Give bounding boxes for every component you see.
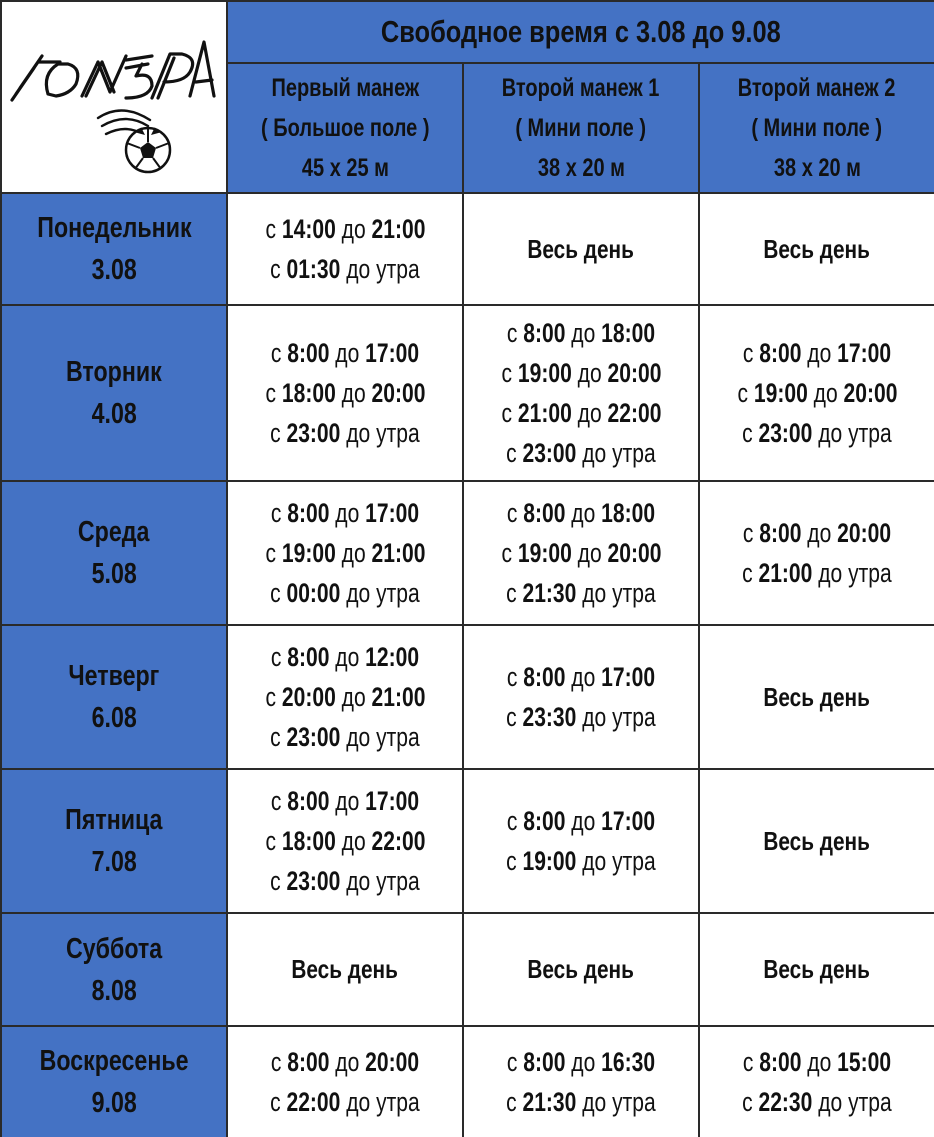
time-cell — [226, 480, 462, 624]
word-to: до — [571, 498, 596, 528]
day-name: Воскресенье — [39, 1045, 189, 1077]
word-from: с — [506, 702, 517, 732]
time-start: 01:30 — [286, 254, 341, 284]
word-to: до — [341, 826, 366, 856]
time-slot — [271, 781, 419, 821]
word-from: с — [270, 866, 281, 896]
time-slot — [506, 573, 656, 613]
time-start: 8:00 — [759, 518, 802, 548]
word-to: до — [577, 358, 602, 388]
time-start: 18:00 — [281, 826, 336, 856]
word-from: с — [742, 1087, 753, 1117]
all-day-label: Весь день — [763, 825, 871, 856]
time-cell — [698, 1025, 934, 1137]
time-end-morning: утра — [848, 1087, 892, 1117]
all-day-label: Весь день — [763, 233, 871, 264]
time-slot — [265, 821, 425, 861]
column-header-size: 38 х 20 м — [537, 154, 625, 182]
word-to: до — [571, 806, 596, 836]
time-cell — [698, 768, 934, 912]
word-to: до — [346, 866, 371, 896]
time-slot — [742, 1082, 892, 1122]
time-slot — [507, 657, 655, 697]
time-end: 21:00 — [371, 538, 425, 568]
word-to: до — [335, 338, 360, 368]
time-slot — [742, 553, 892, 593]
word-from: с — [506, 1087, 517, 1117]
word-to: до — [341, 214, 366, 244]
word-from: с — [742, 418, 753, 448]
column-header-type: ( Мини поле ) — [515, 114, 647, 142]
day-date: 9.08 — [91, 1087, 137, 1119]
word-to: до — [335, 642, 360, 672]
time-slot — [271, 1042, 419, 1082]
all-day-label: Весь день — [527, 233, 635, 264]
word-from: с — [270, 578, 281, 608]
word-from: с — [506, 806, 518, 836]
column-header-type: ( Мини поле ) — [751, 114, 883, 142]
time-slot — [265, 209, 425, 249]
time-end: 21:00 — [371, 214, 425, 244]
column-header-name: Второй манеж 2 — [738, 74, 896, 102]
column-header-size: 38 х 20 м — [773, 154, 861, 182]
word-from: с — [270, 254, 281, 284]
all-day-label: Весь день — [291, 954, 399, 984]
time-end: 20:00 — [843, 378, 897, 408]
time-slot — [506, 841, 656, 881]
time-start: 8:00 — [287, 1047, 330, 1077]
time-end: 18:00 — [601, 318, 656, 348]
word-to: до — [577, 398, 602, 428]
word-from: с — [742, 518, 754, 548]
word-to: до — [341, 682, 366, 712]
day-date: 4.08 — [91, 398, 137, 430]
time-cell — [462, 912, 698, 1025]
time-slot — [271, 333, 419, 373]
time-start: 19:00 — [522, 846, 577, 876]
time-start: 18:00 — [281, 378, 336, 408]
word-to: до — [335, 786, 360, 816]
word-from: с — [742, 558, 753, 588]
word-to: до — [335, 1047, 360, 1077]
word-from: с — [506, 318, 518, 348]
word-from: с — [742, 1047, 754, 1077]
time-end-morning: утра — [376, 722, 420, 752]
day-cell — [0, 1025, 226, 1137]
word-to: до — [335, 498, 360, 528]
word-to: до — [346, 418, 371, 448]
time-cell — [462, 1025, 698, 1137]
day-date: 7.08 — [91, 846, 137, 878]
word-to: до — [818, 558, 843, 588]
word-from: с — [265, 214, 276, 244]
word-to: до — [346, 578, 371, 608]
word-from: с — [506, 1047, 518, 1077]
time-end: 17:00 — [365, 338, 420, 368]
time-slot — [742, 413, 892, 453]
time-cell — [462, 304, 698, 480]
word-from: с — [506, 498, 518, 528]
day-cell — [0, 480, 226, 624]
time-start: 22:30 — [758, 1087, 813, 1117]
time-slot — [271, 637, 419, 677]
time-start: 19:00 — [753, 378, 808, 408]
word-to: до — [582, 438, 607, 468]
soccer-ball-icon — [126, 128, 170, 172]
time-cell — [462, 480, 698, 624]
time-end-morning: утра — [376, 418, 420, 448]
word-from: с — [270, 1087, 281, 1117]
time-end: 17:00 — [365, 498, 420, 528]
day-name: Понедельник — [36, 212, 192, 244]
all-day-label: Весь день — [763, 954, 871, 984]
column-header-type: ( Большое поле ) — [260, 114, 430, 142]
word-from: с — [506, 578, 517, 608]
time-end: 17:00 — [601, 806, 656, 836]
word-to: до — [807, 518, 832, 548]
time-start: 19:00 — [281, 538, 336, 568]
time-cell — [462, 768, 698, 912]
column-header-2 — [462, 62, 698, 192]
day-date: 3.08 — [91, 254, 137, 286]
time-slot — [507, 1042, 655, 1082]
fizra-logo — [2, 2, 228, 194]
word-to: до — [807, 1047, 832, 1077]
word-to: до — [341, 538, 366, 568]
word-to: до — [571, 318, 596, 348]
word-to: до — [582, 846, 607, 876]
time-start: 21:00 — [517, 398, 572, 428]
time-start: 8:00 — [287, 498, 330, 528]
time-start: 8:00 — [523, 1047, 566, 1077]
time-end-morning: утра — [612, 702, 656, 732]
word-to: до — [582, 1087, 607, 1117]
time-end: 22:00 — [371, 826, 425, 856]
word-from: с — [506, 662, 518, 692]
word-from: с — [742, 338, 754, 368]
word-to: до — [582, 702, 607, 732]
time-cell — [226, 912, 462, 1025]
word-from: с — [265, 538, 276, 568]
time-end: 17:00 — [365, 786, 420, 816]
time-start: 8:00 — [523, 662, 566, 692]
word-to: до — [346, 1087, 371, 1117]
time-start: 14:00 — [281, 214, 336, 244]
word-from: с — [501, 538, 512, 568]
time-cell — [462, 192, 698, 304]
time-end: 16:30 — [601, 1047, 656, 1077]
time-slot — [501, 393, 661, 433]
time-end: 20:00 — [607, 358, 661, 388]
time-slot — [506, 697, 656, 737]
time-start: 23:00 — [286, 722, 341, 752]
time-start: 8:00 — [523, 806, 566, 836]
time-slot — [265, 677, 425, 717]
time-start: 23:00 — [286, 418, 341, 448]
time-slot — [507, 313, 655, 353]
time-start: 21:30 — [522, 578, 577, 608]
time-end: 17:00 — [601, 662, 656, 692]
all-day-label: Весь день — [527, 954, 635, 984]
time-start: 8:00 — [287, 338, 330, 368]
day-cell — [0, 192, 226, 304]
word-from: с — [737, 378, 748, 408]
time-end-morning: утра — [376, 866, 420, 896]
logo-cell — [0, 0, 226, 192]
time-start: 00:00 — [286, 578, 341, 608]
word-to: до — [582, 578, 607, 608]
day-date: 8.08 — [91, 974, 137, 1007]
day-cell — [0, 624, 226, 768]
time-end: 12:00 — [365, 642, 420, 672]
time-end: 20:00 — [607, 538, 661, 568]
time-slot — [271, 493, 419, 533]
word-from: с — [265, 682, 276, 712]
time-end: 17:00 — [837, 338, 892, 368]
time-start: 8:00 — [287, 786, 330, 816]
word-to: до — [571, 1047, 596, 1077]
time-start: 19:00 — [517, 538, 572, 568]
time-cell — [698, 480, 934, 624]
time-end: 21:00 — [371, 682, 425, 712]
word-from: с — [270, 338, 282, 368]
time-slot — [270, 249, 420, 289]
time-start: 19:00 — [517, 358, 572, 388]
time-end-morning: утра — [612, 438, 656, 468]
time-cell — [462, 624, 698, 768]
time-start: 8:00 — [759, 1047, 802, 1077]
time-end: 22:00 — [607, 398, 661, 428]
word-to: до — [571, 662, 596, 692]
word-from: с — [270, 722, 281, 752]
time-start: 20:00 — [281, 682, 336, 712]
word-to: до — [818, 418, 843, 448]
day-cell — [0, 768, 226, 912]
time-slot — [265, 373, 425, 413]
word-from: с — [265, 378, 276, 408]
time-end-morning: утра — [848, 558, 892, 588]
time-slot — [270, 717, 420, 757]
word-from: с — [501, 358, 512, 388]
time-start: 23:00 — [286, 866, 341, 896]
time-start: 23:00 — [758, 418, 813, 448]
word-to: до — [346, 722, 371, 752]
time-start: 21:30 — [522, 1087, 577, 1117]
time-end: 20:00 — [371, 378, 425, 408]
day-name: Пятница — [65, 804, 163, 836]
time-slot — [507, 493, 655, 533]
word-to: до — [341, 378, 366, 408]
time-end-morning: утра — [612, 1087, 656, 1117]
word-from: с — [270, 418, 281, 448]
time-slot — [270, 413, 420, 453]
time-slot — [501, 533, 661, 573]
day-name: Четверг — [68, 660, 160, 692]
time-slot — [743, 333, 891, 373]
schedule-title: Свободное время с 3.08 до 9.08 — [381, 14, 781, 49]
day-date: 5.08 — [91, 558, 137, 590]
time-cell — [698, 912, 934, 1025]
time-cell — [226, 192, 462, 304]
word-to: до — [577, 538, 602, 568]
time-end-morning: утра — [376, 254, 420, 284]
time-slot — [501, 353, 661, 393]
time-start: 8:00 — [523, 318, 566, 348]
column-header-1 — [226, 62, 462, 192]
word-to: до — [346, 254, 371, 284]
time-cell — [698, 192, 934, 304]
word-from: с — [265, 826, 276, 856]
word-to: до — [807, 338, 832, 368]
word-from: с — [270, 642, 282, 672]
time-slot — [506, 1082, 656, 1122]
word-from: с — [270, 498, 282, 528]
time-start: 8:00 — [759, 338, 802, 368]
time-cell — [698, 304, 934, 480]
time-end-morning: утра — [376, 578, 420, 608]
day-cell — [0, 304, 226, 480]
day-name: Суббота — [65, 932, 163, 965]
day-cell — [0, 912, 226, 1025]
word-from: с — [506, 846, 517, 876]
time-slot — [270, 573, 420, 613]
time-slot — [270, 861, 420, 901]
word-from: с — [501, 398, 512, 428]
word-to: до — [813, 378, 838, 408]
time-end-morning: утра — [376, 1087, 420, 1117]
time-slot — [507, 801, 655, 841]
day-name: Вторник — [66, 356, 162, 388]
day-name: Среда — [78, 516, 150, 548]
word-from: с — [506, 438, 517, 468]
column-header-name: Второй манеж 1 — [502, 74, 660, 102]
time-slot — [270, 1082, 420, 1122]
time-slot — [743, 1042, 891, 1082]
time-end-morning: утра — [612, 578, 656, 608]
time-slot — [265, 533, 425, 573]
time-slot — [743, 513, 891, 553]
all-day-label: Весь день — [763, 681, 871, 712]
time-end: 15:00 — [837, 1047, 892, 1077]
word-to: до — [818, 1087, 843, 1117]
word-from: с — [270, 1047, 282, 1077]
time-start: 8:00 — [287, 642, 330, 672]
column-header-size: 45 х 25 м — [301, 154, 389, 182]
word-from: с — [270, 786, 282, 816]
time-end-morning: утра — [612, 846, 656, 876]
time-start: 22:00 — [286, 1087, 341, 1117]
time-cell — [226, 624, 462, 768]
time-start: 23:00 — [522, 438, 577, 468]
day-date: 6.08 — [91, 702, 137, 734]
time-cell — [226, 768, 462, 912]
time-end: 20:00 — [365, 1047, 420, 1077]
column-header-3 — [698, 62, 934, 192]
time-slot — [506, 433, 656, 473]
time-slot — [737, 373, 897, 413]
time-cell — [226, 1025, 462, 1137]
time-start: 8:00 — [523, 498, 566, 528]
time-end-morning: утра — [848, 418, 892, 448]
time-cell — [226, 304, 462, 480]
time-start: 21:00 — [758, 558, 813, 588]
time-end: 20:00 — [837, 518, 892, 548]
time-cell — [698, 624, 934, 768]
schedule-title-cell — [226, 0, 934, 62]
time-end: 18:00 — [601, 498, 656, 528]
time-start: 23:30 — [522, 702, 577, 732]
column-header-name: Первый манеж — [271, 74, 419, 102]
